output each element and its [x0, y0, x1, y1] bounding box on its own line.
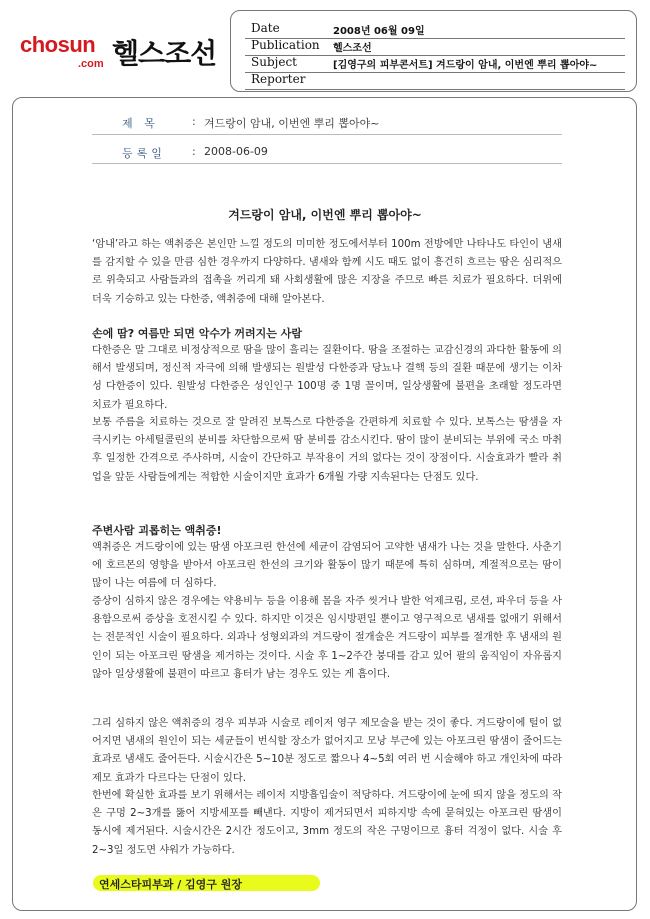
- header-title-label: 제 목: [122, 117, 159, 130]
- header-divider: [92, 134, 562, 135]
- meta-info-box: [230, 10, 637, 92]
- author-badge: [93, 875, 320, 891]
- header-date-colon: :: [192, 145, 196, 158]
- meta-publication-value: 헬스조선: [333, 43, 372, 54]
- logo-chosun-text: chosun: [20, 32, 96, 57]
- section2-paragraph: 액취증은 겨드랑이에 있는 땀샘 아포크린 한선에 세균이 감염되어 고약한 냄새가 나는 것을 말한다. 사춘기에 호르몬의 영향을 받아서 아포크린 한선의 크기와 활동이 많기 때문에 특히 심하며, 계절적으로는 땀이 많이 나는 여름에 더 심하다.: [92, 542, 562, 590]
- article-intro: ‘암내’라고 하는 액취증은 본인만 느낄 정도의 미미한 정도에서부터 100m 전방에만 나타나도 타인이 냄새를 감지할 수 있을 만큼 심한 경우까지 다양하다. 냄새와 함께 시도 때도 없이 흥건히 흐르는 땀은 심리적으로 위축되고 사람들과의 접촉을 꺼리게 돼 사회생활에 많은 지장을 주므로 빠른 치료가 필요하다. 더위에 더욱 기승하고 있는 다한증, 액취증에 대해 알아본다.: [92, 239, 562, 305]
- header-divider: [92, 163, 562, 164]
- section2-heading: 주변사람 괴롭히는 액취증!: [92, 524, 222, 537]
- section1-paragraph: 다한증은 말 그대로 비정상적으로 땀을 많이 흘리는 질환이다. 땀을 조절하는 교감신경의 과다한 활동에 의해서 발생되며, 정신적 자극에 의해 발생되는 원발성 다한증과 당뇨나 결핵 등의 질환 때문에 생기는 이차성 다한증이 있다. 원발성 다한증은 성인인구 100명 중 1명 꼴이며, 일상생활에 불편을 초래할 정도라면 치료가 필요하다.: [92, 345, 562, 411]
- meta-date-value: 2008년 06월 09일: [333, 26, 425, 37]
- meta-date-label: Date: [251, 21, 280, 35]
- logo: [12, 12, 217, 92]
- meta-row-subject: [245, 55, 625, 73]
- section1-paragraph: 보통 주름을 치료하는 것으로 잘 알려진 보톡스로 다한증을 간편하게 치료할 수 있다. 보톡스는 땀샘을 자극시키는 아세틸콜린의 분비를 차단함으로써 땀 분비를 감소시킨다. 땀이 많이 분비되는 부위에 국소 마취 후 일정한 간격으로 주사하며, 시술이 간단하고 부작용이 거의 없다는 것이 장점이다. 시술효과가 빨라 취업을 앞둔 사람들에게는 적합한 시술이지만 효과가 6개월 가량 지속된다는 단점도 있다.: [92, 417, 562, 483]
- header-title-value: 겨드랑이 암내, 이번엔 뿌리 뽑아야~: [204, 117, 380, 130]
- article-title: 겨드랑이 암내, 이번엔 뿌리 뽑아야~: [228, 208, 422, 222]
- meta-row-date: [245, 21, 625, 39]
- meta-row-publication: [245, 38, 625, 56]
- section2-paragraph: 증상이 심하지 않은 경우에는 약용비누 등을 이용해 몸을 자주 씻거나 발한 억제크림, 로션, 파우더 등을 사용함으로써 증상을 호전시킬 수 있다. 하지만 이것은 임시방편일 뿐이고 영구적으로 냄새를 없애기 위해서는 전문적인 시술이 필요하다. 외과나 성형외과의 겨드랑이 절개술은 겨드랑이 피부를 절개한 후 냄새의 원인이 되는 아포크린 땀샘을 제거하는 것이다. 시술 후 1~2주간 붕대를 감고 있어 팔의 움직임이 자유롭지 않아 일상생활에 불편이 따르고 흉터가 남는 경우도 있는 게 흠이다.: [92, 596, 562, 680]
- section2-paragraph: 한번에 확실한 효과를 보기 위해서는 레이저 지방흡입술이 적당하다. 겨드랑이에 눈에 띄지 않을 정도의 작은 구멍 2~3개를 뚫어 지방세포를 빼낸다. 지방이 제거되면서 피하지방 속에 묻혀있는 아포크린 땀샘이 동시에 제거된다. 시술시간은 2시간 정도이고, 3mm 정도의 작은 구멍이므로 흉터 걱정이 없다. 시술 후 2~3일 정도면 샤워가 가능하다.: [92, 790, 562, 856]
- header-title-colon: :: [192, 115, 196, 128]
- author-text: 연세스타피부과 / 김영구 원장: [99, 878, 243, 891]
- logo-com-text: .com: [78, 58, 104, 70]
- meta-subject-label: Subject: [251, 55, 297, 69]
- meta-row-reporter: [245, 72, 625, 90]
- header-date-label: 등록일: [122, 147, 166, 160]
- meta-publication-label: Publication: [251, 38, 320, 52]
- meta-reporter-label: Reporter: [251, 72, 306, 86]
- header-title-row: [92, 109, 562, 137]
- meta-subject-value: [김영구의 피부콘서트] 겨드랑이 암내, 이번엔 뿌리 뽑아야~: [333, 60, 598, 71]
- section1-heading: 손에 땀? 여름만 되면 악수가 꺼려지는 사람: [92, 327, 302, 340]
- section2-paragraph: 그리 심하지 않은 액취증의 경우 피부과 시술로 레이저 영구 제모술을 받는 것이 좋다. 겨드랑이에 털이 없어지면 냄새의 원인이 되는 세균들이 번식할 장소가 없어지고 모낭 부근에 있는 아포크린 땀샘이 줄어드는 효과로 냄새도 줄어든다. 시술시간은 5~10분 정도로 짧으나 4~5회 여러 번 시술해야 하고 개인차에 따라 제모 효과가 다르다는 단점이 있다.: [92, 718, 562, 784]
- logo-brand-text: 헬스조선: [112, 37, 217, 70]
- header-date-value: 2008-06-09: [204, 145, 268, 158]
